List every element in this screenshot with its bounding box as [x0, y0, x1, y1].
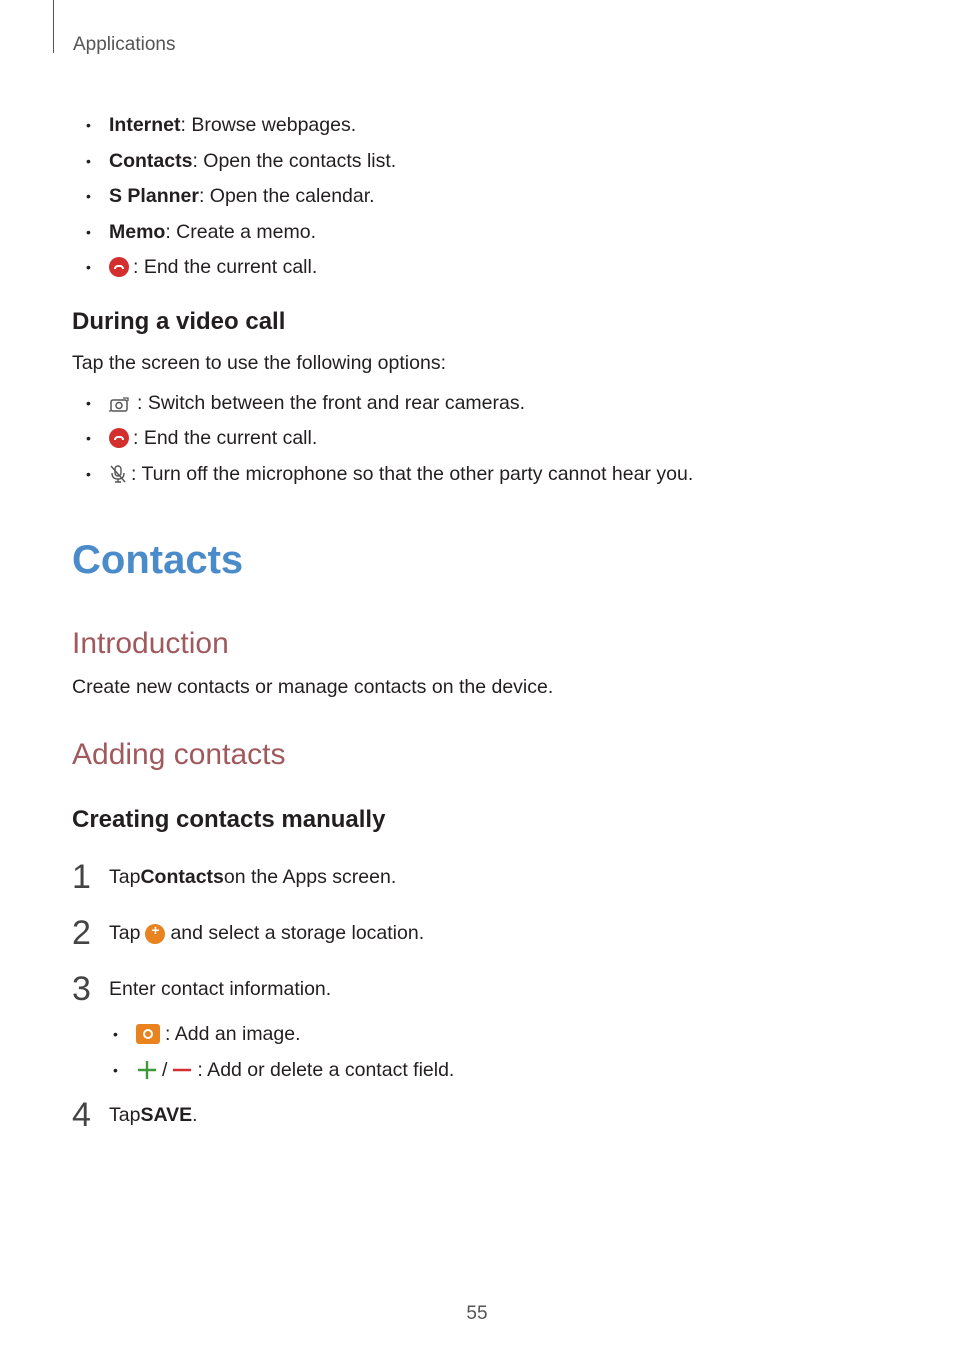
- step-number: 1: [72, 858, 91, 896]
- step-text: [109, 866, 396, 889]
- bullet: •: [86, 430, 91, 446]
- switch-camera-icon: [109, 395, 131, 411]
- option-desc: : Add an image.: [165, 1022, 301, 1045]
- header-rule: [53, 0, 54, 53]
- introduction-text: Create new contacts or manage contacts on the device.: [72, 676, 554, 698]
- option-desc: : Switch between the front and rear cameras.: [137, 391, 526, 414]
- bullet: •: [86, 153, 91, 169]
- option-name: Internet: [109, 113, 181, 136]
- bullet: •: [86, 259, 91, 275]
- option-desc: : Turn off the microphone so that the other party cannot hear you.: [131, 462, 694, 485]
- option-desc: : Add or delete a contact field.: [197, 1058, 455, 1081]
- option-desc: : End the current call.: [133, 255, 318, 278]
- option-name: Contacts: [109, 149, 193, 172]
- step-post: .: [192, 1104, 198, 1126]
- option-desc: : End the current call.: [133, 426, 318, 449]
- end-call-icon: [109, 257, 129, 277]
- separator: /: [162, 1058, 168, 1081]
- option-desc: : Open the calendar.: [198, 184, 375, 207]
- camera-icon: [136, 1024, 160, 1044]
- step-number: 3: [72, 970, 91, 1008]
- step-pre: Enter contact information.: [109, 978, 332, 1000]
- subsection-heading: During a video call: [72, 308, 286, 335]
- step-post: on the Apps screen.: [223, 866, 397, 888]
- option-desc: : Create a memo.: [165, 220, 316, 243]
- step-bold: SAVE: [140, 1104, 193, 1126]
- bullet: •: [113, 1026, 118, 1042]
- bullet: •: [86, 224, 91, 240]
- option-name: S Planner: [109, 184, 199, 207]
- minus-icon: [171, 1059, 193, 1081]
- intro-text: Tap the screen to use the following options:: [72, 352, 446, 374]
- bullet: •: [86, 466, 91, 482]
- option-desc: : Open the contacts list.: [192, 149, 397, 172]
- step-pre: Tap: [109, 922, 141, 944]
- step-number: 2: [72, 914, 91, 952]
- page-number: 55: [466, 1303, 488, 1324]
- step-pre: Tap: [109, 866, 141, 888]
- step-text: [109, 1104, 198, 1127]
- option-name: Memo: [109, 220, 166, 243]
- end-call-icon: [109, 428, 129, 448]
- plus-icon: [136, 1059, 158, 1081]
- chapter-title: Contacts: [72, 538, 244, 582]
- page-header: Applications: [73, 34, 176, 55]
- section-heading-adding: Adding contacts: [72, 738, 286, 771]
- section-heading-introduction: Introduction: [72, 627, 229, 660]
- step-text: [109, 922, 424, 945]
- bullet: •: [113, 1062, 118, 1078]
- option-desc: : Browse webpages.: [180, 113, 357, 136]
- step-bold: Contacts: [140, 866, 224, 888]
- step-post: and select a storage location.: [170, 922, 425, 944]
- step-pre: Tap: [109, 1104, 141, 1126]
- bullet: •: [86, 395, 91, 411]
- subsection-heading: Creating contacts manually: [72, 806, 386, 833]
- step-text: [109, 978, 331, 1001]
- mute-microphone-icon: [109, 464, 127, 484]
- add-contact-icon: [145, 924, 165, 944]
- step-number: 4: [72, 1096, 91, 1134]
- bullet: •: [86, 188, 91, 204]
- bullet: •: [86, 117, 91, 133]
